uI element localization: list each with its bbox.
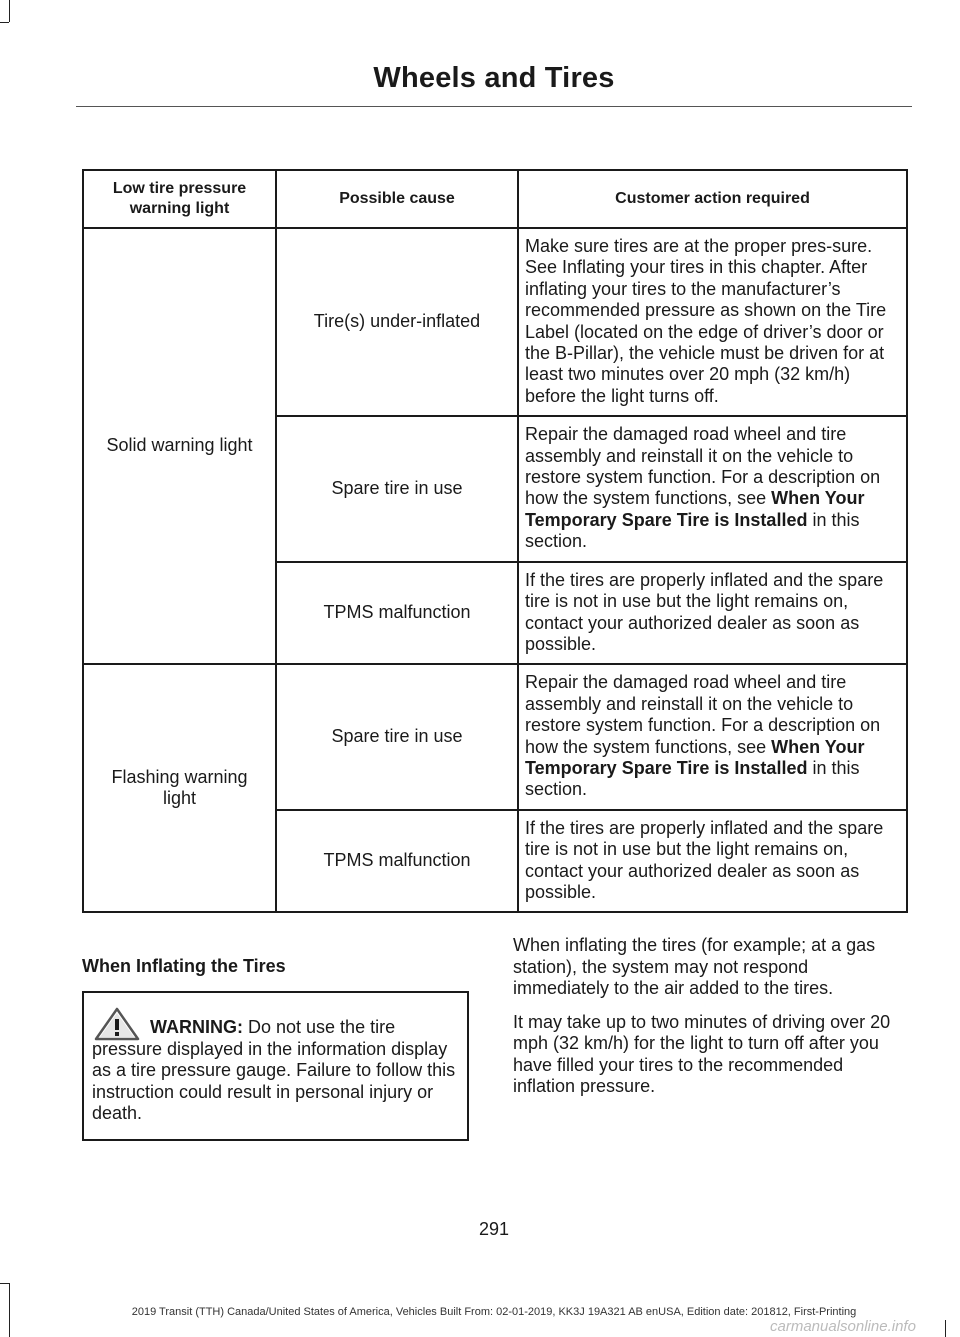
action-cell xyxy=(518,664,907,809)
action-cell: Make sure tires are at the proper pres-sure. See Inflating your tires in this chapter. After inflating your tires to the manufacturer’s recommended pressure as shown on the Tire Label (located on the edge of driver’s door or the B-Pillar), the vehicle must be driven for at least two minutes over 20 mph (32 km/h) before the light turns off. xyxy=(518,228,907,416)
action-cell: If the tires are properly inflated and the spare tire is not in use but the light remains on, contact your authorized dealer as soon as possible. xyxy=(518,810,907,913)
warning-label: WARNING: xyxy=(150,1017,243,1037)
page-number: 291 xyxy=(478,1219,510,1239)
header-warning-light: Low tire pressure warning light xyxy=(83,170,276,228)
tpms-table xyxy=(82,169,908,913)
cause-cell: TPMS malfunction xyxy=(276,810,518,913)
table-row xyxy=(83,228,907,416)
warning-body: Do not use the tire pressure displayed in the information display as a tire pressure gauge. Failure to follow this instruction could result in personal injury or death. xyxy=(92,1017,456,1123)
section-heading: When Inflating the Tires xyxy=(82,956,286,976)
paragraph: It may take up to two minutes of driving over 20 mph (32 km/h) for the light to turn off after you have filled your tires to the recommended inflation pressure. xyxy=(513,1011,891,1096)
footer: 2019 Transit (TTH) Canada/United States of America, Vehicles Built From: 02-01-2019, KK3J 19A321 AB enUSA, Edition date: 201812, First-Printing xyxy=(131,1306,857,1318)
watermark: carmanualsonline.info xyxy=(770,1318,916,1335)
warning-text xyxy=(92,1017,464,1125)
action-text: Repair the damaged road wheel and tire assembly and reinstall it on the vehicle to restore system function. For a description on how the system functions, see xyxy=(525,424,881,509)
cause-cell: Spare tire in use xyxy=(276,664,518,809)
crop-mark-top-left xyxy=(9,0,10,22)
table-header-row xyxy=(83,170,907,228)
cross-reference-link: When Your Temporary Spare Tire is Installed xyxy=(525,488,865,530)
action-cell xyxy=(518,416,907,561)
cause-cell: Tire(s) under-inflated xyxy=(276,228,518,416)
header-customer-action: Customer action required xyxy=(518,170,907,228)
crop-mark-bottom-right xyxy=(945,1320,946,1337)
crop-mark-left-bottom xyxy=(0,1283,9,1284)
title-rule xyxy=(76,106,912,107)
action-text: in this section. xyxy=(525,509,860,552)
header-possible-cause: Possible cause xyxy=(276,170,518,228)
action-cell: If the tires are properly inflated and the spare tire is not in use but the light remains on, contact your authorized dealer as soon as possible. xyxy=(518,562,907,665)
cause-cell: Spare tire in use xyxy=(276,416,518,561)
crop-mark-left-top xyxy=(0,22,9,23)
action-text: Repair the damaged road wheel and tire assembly and reinstall it on the vehicle to restore system function. For a description on how the system functions, see xyxy=(525,672,881,757)
page-title: Wheels and Tires xyxy=(373,62,615,94)
light-cell-solid: Solid warning light xyxy=(83,228,276,664)
inflating-info xyxy=(513,935,908,1110)
light-cell-flashing: Flashing warning light xyxy=(83,664,276,912)
action-text: in this section. xyxy=(525,757,860,800)
warning-box xyxy=(82,991,469,1141)
cause-cell: TPMS malfunction xyxy=(276,562,518,665)
table-row xyxy=(83,664,907,809)
cross-reference-link: When Your Temporary Spare Tire is Installed xyxy=(525,736,865,778)
paragraph: When inflating the tires (for example; at a gas station), the system may not respond immediately to the air added to the tires. xyxy=(513,935,876,998)
